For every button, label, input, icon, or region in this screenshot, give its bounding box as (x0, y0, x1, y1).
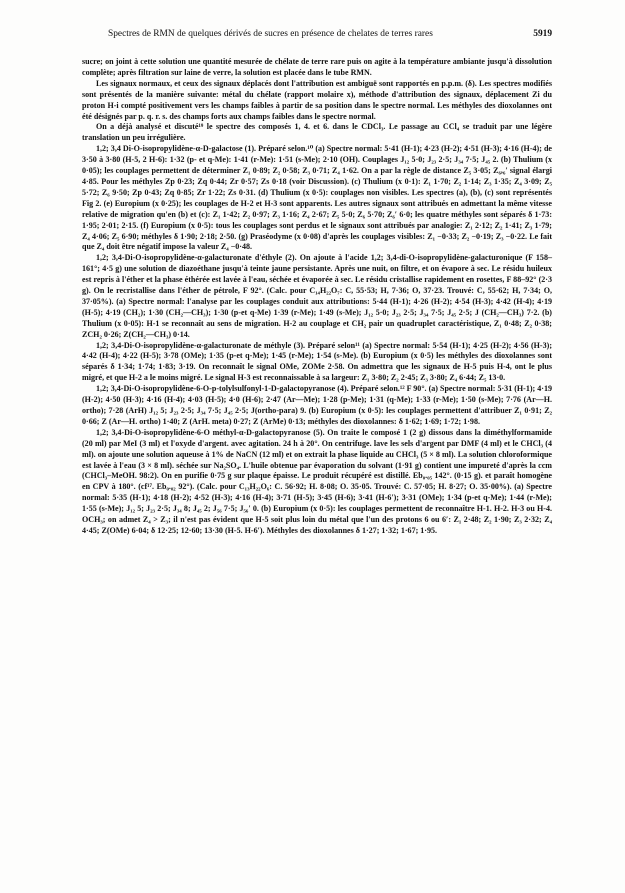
paragraph: 1,2; 3,4-Di-O-isopropylidène-6-O-p-tolylsulfonyl-1-D-galactopyranose (4). Préparé selon.¹² F 90°. (a) Spectre normal: 5·31 (H-1); 4·19 (H-2); 4·50 (H-3); 4·16 (H-4); 4·03 (H-5); 4·0 (H-6); 2·47 (Ar—Me); 1·28 (p-Me); 1·31 (q-Me); 1·33 (r-Me); 1·50 (s-Me); 7·76 (Ar—H. ortho); 7·28 (ArH) J₁₂ 5; J₂₃ 2·5; J₃₄ 7·5; J₄₅ 2·5; J(ortho-para) 9. (b) Europium (x 0·5): les couplages permettent d'attribuer Z₁ 0·91; Z₂ 0·66; Z (Ar—H. ortho) 1·40; Z (ArH. meta) 0·27; Z (ArMe) 0·13; méthyles des dioxolannes: δ 1·62; 1·69; 1·72; 1·98. (82, 384, 553, 426)
paragraph: 1,2; 3,4-Di-O-isopropylidène-6-O méthyl-α-D-galactopyranose (5). On traite le composé 1 (2 g) dissous dans la diméthylformamide (20 ml) par MeI (3 ml) et l'oxyde d'argent. avec agitation. 24 h à 20°. On centrifuge. lave les sels d'argent par DMF (4 ml) et le CHCl₃ (4 ml). on ajoute une solution aqueuse à 1% de NaCN (12 ml) et on extrait la phase liquide au CHCl₃ (5 × 8 ml). La solution chloroformique est lavée à l'eau (3 × 8 ml). séchée sur Na₂SO₄. L'huile obtenue par évaporation du solvant (1·91 g) contient une impureté d'après la ccm (CHCl₃–MeOH. 98:2). On en purifie 0·75 g sur plaque épaisse. Le produit récupéré est distillé. Eb₀.₀₅ 142°. (0·15 g). et paraît homogène en CPV à 180°. (cf¹⁷. Eb₀.₀₂ 92°). (Calc. pour C₁₃H₂₂O₆: C. 56·92; H. 8·08; O. 35·05. Trouvé: C. 57·05; H. 8·27; O. 35·00%). (a) Spectre normal: 5·35 (H-1); 4·18 (H-2); 4·52 (H-3); 4·16 (H-4); 3·71 (H-5); 3·45 (H-6); 3·41 (H-6′); 3·31 (OMe); 1·34 (p-et q-Me); 1·44 (r-Me); 1·55 (s-Me); J₁₂ 5; J₂₃ 2·5; J₃₄ 8; J₄₅ 2; J₅₆ 7·5; J₅₆′ 0. (b) Europium (x 0·5): les couplages permettent de reconnaître H-1. H-2. H-3 ou H-4. OCH₃; on admet Z₄ > Z₃; il n'est pas évident que H-5 soit plus loin du métal que l'un des protons 6 ou 6′: Z₁ 2·48; Z₂ 1·90; Z₃ 2·32; Z₄ 4·45; Z(OMe) 6·04; δ 12·25; 12·60; 13·30 (H-5. H-6′). Méthyles des dioxolannes δ 1·27; 1·32; 1·67; 1·95. (82, 427, 552, 535)
paragraph: sucre; on joint à cette solution une quantité mesurée de chélate de terre rare puis on agite à la température ambiante jusqu'à dissolution complète; après filtration sur laine de verre, la solution est placée dans le tube RMN. (82, 57, 552, 77)
paragraph: 1,2; 3,4-Di-O-isopropylidène-α-galacturonate de méthyle (3). Préparé selon¹¹ (a) Spectre normal: 5·54 (H-1); 4·25 (H-2); 4·56 (H-3); 4·42 (H-4); 4·22 (H-5); 3·78 (OMe); 1·35 (p-et q-Me); 1·45 (r-Me); 1·54 (s-Me). (b) Europium (x 0·5) les méthyles des dioxolannes sont séparés δ 1·34; 1·74; 1·83; 3·19. On reconnaît le signal OMe, ZOMe 2·58. On admettra que les signaux de H-5 puis H-4, ont le plus migré, et que H-2 a le moins migré. Le signal H-3 est reconnaissable à sa largeur: Z₁ 3·80; Z₂ 2·45; Z₃ 3·80; Z₄ 6·44; Z₅ 13·0. (82, 340, 552, 383)
running-title: Spectres de RMN de quelques dérivés de sucres en présence de chelates de terres rares (108, 29, 433, 39)
page-number: 5919 (533, 29, 552, 39)
paragraph: 1,2; 3,4-Di-O-isopropylidène-α-galacturonate d'éthyle (2). On ajoute à l'acide 1,2; 3,4-di-O-isopropylidène-galacturonique (F 158–161°; 4·5 g) une solution de diazoéthane jusqu'à teinte jaune persistante. Après une nuit, on filtre, et on évapore à sec. Le résidu huileux est repris à l'éther et la phase éthérée est lavée à l'eau, séchée et évaporée à sec. Le résidu cristallise rapidement en rosettes, F 88–92° (2·3 g). On le recristallise dans l'éther de pétrole, F 92°. (Calc. pour C₁₄H₂₂O₇: C, 55·53; H, 7·36; O, 37·23. Trouvé: C, 55·62; H, 7·34; O, 37·05%). (a) Spectre normal: l'analyse par les couplages conduit aux attributions: 5·44 (H-1); 4·26 (H-2); 4·54 (H-3); 4·42 (H-4); 4·19 (H-5); 4·19 (CH₂); 1·30 (CH₂—CH₃); 1·30 (p-et q-Me) 1·39 (r-Me); 1·49 (s-Me); J₁₂ 5·0; J₂₃ 2·5; J₃₄ 7·5; J₄₅ 2·5; J (CH₂—CH₃) 7·2. (b) Thulium (x 0·05): H-1 se reconnaît au sens de migration. H-2 au couplage et CH₂ pair un quadruplet caractéristique, Z₁ 0·48; Z₂ 0·38; ZCH₂ 0·26; Z(CH₂—CH₃) 0·14. (82, 253, 552, 339)
running-header (82, 27, 552, 41)
body-text (82, 57, 552, 537)
paragraph: Les signaux normaux, et ceux des signaux déplacés dont l'attribution est ambiguë sont rapportés en p.p.m. (δ). Les spectres modifiés sont présentés de la manière suivante: métal du chélate (rapport molaire x), méthode d'attribution des signaux, déplacement Zi du proton H-i compté positivement vers les champs faibles à partir de sa position dans le spectre normal. Les méthyles des dioxolannes ont été désignés par p. q. r. s. des champs forts aux champs faibles dans le spectre normal. (82, 78, 552, 121)
paragraph: 1,2; 3,4 Di-O-isopropylidène-α-D-galactose (1). Préparé selon.¹⁰ (a) Spectre normal: 5·41 (H-1); 4·23 (H-2); 4·51 (H-3); 4·16 (H-4); de 3·50 à 3·80 (H-5, 2 H-6): 1·32 (p- et q-Me): 1·41 (r-Me): 1·51 (s-Me); 2·10 (OH). Couplages J₁₂ 5·0; J₂₃ 2·5; J₃₄ 7·5; J₄₅ 2. (b) Thulium (x 0·05); les couplages permettent de déterminer Z₁ 0·89; Z₂ 0·58; Z₃ 0·71; Z₄ 1·62. On a par la règle de distance Z₅ 3·05; Z₆,₆′ signal élargi 4·85. Pour les méthyles Zp 0·23; Zq 0·44; Zr 0·57; Zs 0·18 (voir Discussion). (c) Thulium (x 0·1): Z₁ 1·70; Z₂ 1·14; Z₃ 1·35; Z₄ 3·09; Z₅ 5·72; Z₆ 9·50; Zp 0·43; Zq 0·85; Zr 1·22; Zs 0·31. (d) Thulium (x 0·5): couplages non visibles. Les spectres (a), (b), (c) sont représentés Fig 2. (e) Europium (x 0·25); les couplages de H-2 et H-3 sont apparents. Les autres signaux sont attribués en admettant la même vitesse relative de migration qu'en (b) et (c): Z₁ 1·42; Z₂ 0·97; Z₃ 1·16; Z₄ 2·67; Z₅ 5·0; Z₆ 5·70; Z₆′ 6·0; les quatre méthyles sont séparés δ 1·73: 1·95; 2·01; 2·15. (f) Europium (x 0·5): tous les couplages sont perdus et le signaux sont attribués par analogie: Z₁ 2·12; Z₂ 1·41; Z₃ 1·79; Z₄ 4·06; Z₅ 6·90; méthyles δ 1·90; 2·18; 2·50. (g) Praséodyme (x 0·08) d'après les couplages visibles: Z₁ −0·33; Z₂ −0·19; Z₃ −0·22. Le fait que Z₄ doit être négatif impose la valeur Z₄ −0·48. (82, 144, 552, 252)
paragraph: On a déjà analysé et discuté¹⁹ le spectre des composés 1, 4. et 6. dans le CDCl₃. Le passage au CCl₄ se traduit par une légère translation un peu irrégulière. (82, 122, 552, 143)
